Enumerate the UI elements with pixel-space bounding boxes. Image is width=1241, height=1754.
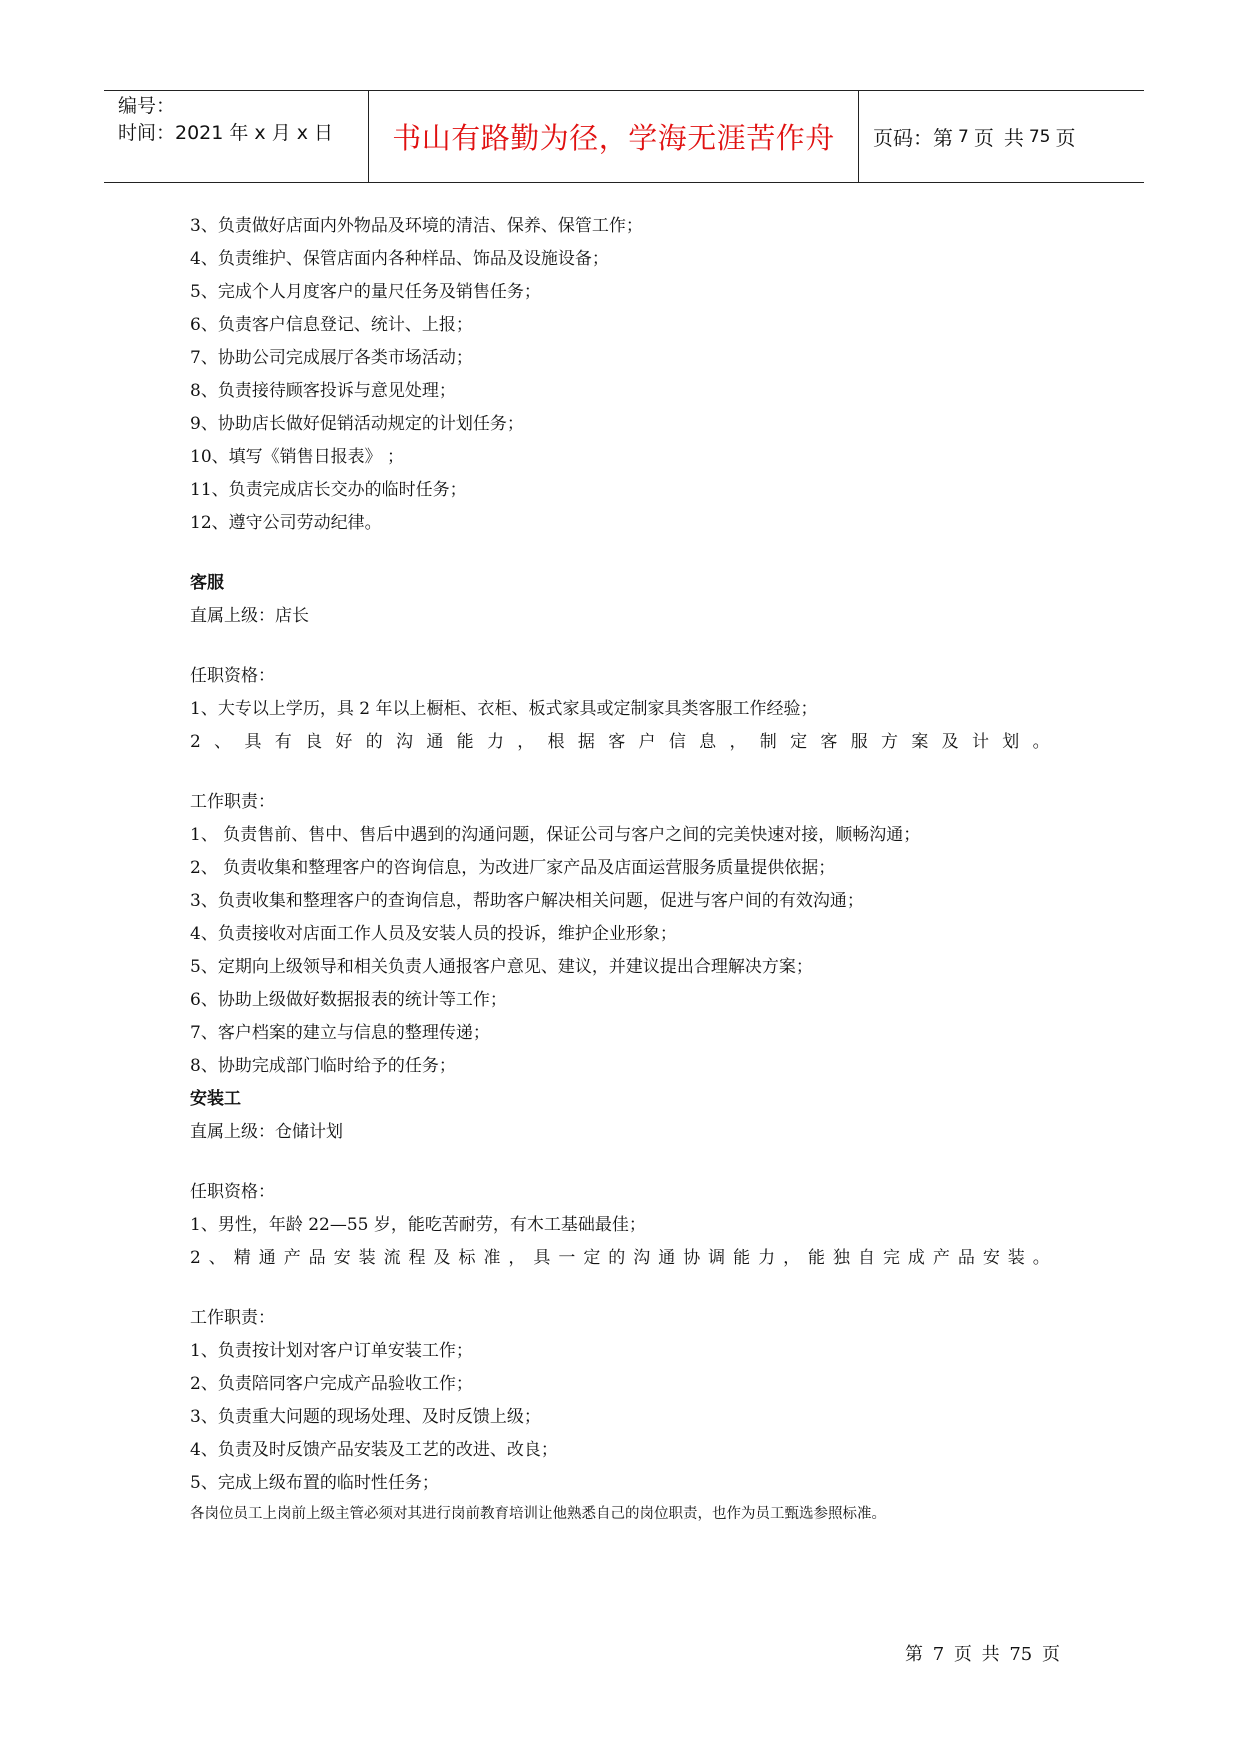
justified-char: ，	[783, 1248, 801, 1268]
section-title-customer-service: 客服	[190, 573, 224, 593]
document-header	[104, 90, 1144, 183]
header-meta-cell	[104, 91, 369, 182]
qualification-label: 任职资格：	[190, 666, 275, 686]
page-number: 7	[958, 126, 969, 147]
list-item: 8、协助完成部门临时给予的任务；	[190, 1056, 456, 1076]
justified-char: 协	[683, 1248, 701, 1268]
justified-char: 准	[483, 1248, 501, 1268]
list-item: 6、协助上级做好数据报表的统计等工作；	[190, 990, 507, 1010]
justified-char: 装	[1007, 1248, 1025, 1268]
list-item: 2、 负责收集和整理客户的咨询信息，为改进厂家产品及店面运营服务质量提供依据；	[190, 858, 836, 878]
total-pages: 75	[1028, 126, 1051, 147]
justified-char: 能	[456, 732, 474, 752]
justified-char: 通	[658, 1248, 676, 1268]
justified-char: 根	[547, 732, 565, 752]
justified-line	[190, 726, 1050, 759]
justified-char: 自	[857, 1248, 875, 1268]
justified-char: 沟	[633, 1248, 651, 1268]
list-item: 4、负责维护、保管店面内各种样品、饰品及设施设备；	[190, 249, 609, 269]
justified-char: 品	[308, 1248, 326, 1268]
header-page-info	[859, 91, 1144, 182]
list-item: 3、负责做好店面内外物品及环境的清洁、保养、保管工作；	[190, 216, 643, 236]
justified-char: 及	[433, 1248, 451, 1268]
list-item: 11、负责完成店长交办的临时任务；	[190, 480, 467, 500]
justified-char: 品	[957, 1248, 975, 1268]
document-body	[190, 210, 1060, 1528]
justified-char: 2	[190, 732, 201, 752]
justified-char: 具	[533, 1248, 551, 1268]
justified-char: 标	[458, 1248, 476, 1268]
justified-char: 安	[982, 1248, 1000, 1268]
justified-line	[190, 1242, 1050, 1275]
justified-char: 产	[932, 1248, 950, 1268]
justified-char: 方	[881, 732, 899, 752]
justified-char: 能	[808, 1248, 826, 1268]
justified-char: 程	[408, 1248, 426, 1268]
list-item: 5、完成上级布置的临时性任务；	[190, 1473, 439, 1493]
list-item: 9、协助店长做好促销活动规定的计划任务；	[190, 414, 524, 434]
justified-char: ，	[729, 732, 747, 752]
list-item: 4、负责接收对店面工作人员及安装人员的投诉，维护企业形象；	[190, 924, 677, 944]
justified-char: 客	[608, 732, 626, 752]
justified-char: 、	[208, 1248, 226, 1268]
justified-char: 力	[486, 732, 504, 752]
justified-char: 户	[638, 732, 656, 752]
number-label: 编号：	[118, 95, 176, 117]
justified-char: 。	[1032, 1248, 1050, 1268]
list-item: 10、填写《销售日报表》 ；	[190, 447, 405, 467]
justified-char: 的	[365, 732, 383, 752]
list-item: 1、 负责售前、售中、售后中遇到的沟通问题，保证公司与客户之间的完美快速对接，顺畅沟通；	[190, 825, 921, 845]
page-footer: 第 7 页 共 75 页	[905, 1644, 1060, 1665]
justified-char: 有	[274, 732, 292, 752]
justified-char: 装	[358, 1248, 376, 1268]
justified-char: 好	[335, 732, 353, 752]
justified-char: 成	[907, 1248, 925, 1268]
justified-char: 及	[941, 732, 959, 752]
list-item: 5、定期向上级领导和相关负责人通报客户意见、建议，并建议提出合理解决方案；	[190, 957, 813, 977]
justified-char: 、	[214, 732, 232, 752]
supervisor-line: 直属上级：店长	[190, 606, 309, 626]
justified-char: 独	[833, 1248, 851, 1268]
justified-char: 具	[244, 732, 262, 752]
list-item: 8、负责接待顾客投诉与意见处理；	[190, 381, 456, 401]
list-item: 3、负责收集和整理客户的查询信息，帮助客户解决相关问题，促进与客户间的有效沟通；	[190, 891, 864, 911]
list-item: 1、大专以上学历，具 2 年以上橱柜、衣柜、板式家具或定制家具类客服工作经验；	[190, 699, 818, 719]
duty-label: 工作职责：	[190, 792, 275, 812]
list-item: 3、负责重大问题的现场处理、及时反馈上级；	[190, 1407, 541, 1427]
justified-char: 调	[708, 1248, 726, 1268]
list-item: 2、负责陪同客户完成产品验收工作；	[190, 1374, 473, 1394]
list-item: 1、男性，年龄 22—55 岁，能吃苦耐劳，有木工基础最佳；	[190, 1215, 646, 1235]
section-title-installer: 安装工	[190, 1089, 241, 1109]
time-label: 时间：2021 年 x 月 x 日	[118, 122, 334, 144]
justified-char: 通	[426, 732, 444, 752]
qualification-label: 任职资格：	[190, 1182, 275, 1202]
justified-char: 沟	[396, 732, 414, 752]
justified-char: 力	[758, 1248, 776, 1268]
justified-char: 流	[383, 1248, 401, 1268]
list-item: 4、负责及时反馈产品安装及工艺的改进、改良；	[190, 1440, 558, 1460]
justified-char: 据	[577, 732, 595, 752]
justified-char: 息	[699, 732, 717, 752]
justified-char: ，	[508, 1248, 526, 1268]
justified-char: 的	[608, 1248, 626, 1268]
justified-char: 信	[668, 732, 686, 752]
justified-char: 定	[790, 732, 808, 752]
justified-char: 完	[882, 1248, 900, 1268]
list-item: 7、协助公司完成展厅各类市场活动；	[190, 348, 473, 368]
justified-char: 精	[233, 1248, 251, 1268]
justified-char: 客	[820, 732, 838, 752]
justified-char: ，	[517, 732, 535, 752]
justified-char: 制	[759, 732, 777, 752]
justified-char: 良	[305, 732, 323, 752]
duty-label: 工作职责：	[190, 1308, 275, 1328]
list-item: 7、客户档案的建立与信息的整理传递；	[190, 1023, 490, 1043]
justified-char: 案	[911, 732, 929, 752]
list-item: 5、完成个人月度客户的量尺任务及销售任务；	[190, 282, 541, 302]
total-prefix: 共	[1003, 126, 1024, 150]
page-mid: 页	[973, 126, 994, 150]
page-prefix: 页码：第	[873, 126, 953, 150]
justified-char: 定	[583, 1248, 601, 1268]
total-suffix: 页	[1055, 126, 1076, 150]
closing-note: 各岗位员工上岗前上级主管必须对其进行岗前教育培训让他熟悉自己的岗位职责，也作为员工甄选参照标准。	[190, 1506, 886, 1522]
list-item: 12、遵守公司劳动纪律。	[190, 513, 382, 533]
list-item: 1、负责按计划对客户订单安装工作；	[190, 1341, 473, 1361]
justified-char: 安	[333, 1248, 351, 1268]
justified-char: 产	[283, 1248, 301, 1268]
justified-char: 通	[258, 1248, 276, 1268]
supervisor-line: 直属上级：仓储计划	[190, 1122, 343, 1142]
justified-char: 。	[1032, 732, 1050, 752]
justified-char: 2	[190, 1248, 201, 1268]
justified-char: 服	[850, 732, 868, 752]
list-item: 6、负责客户信息登记、统计、上报；	[190, 315, 473, 335]
justified-char: 能	[733, 1248, 751, 1268]
justified-char: 划	[1002, 732, 1020, 752]
justified-char: 一	[558, 1248, 576, 1268]
header-motto: 书山有路勤为径，学海无涯苦作舟	[369, 91, 859, 182]
justified-char: 计	[971, 732, 989, 752]
